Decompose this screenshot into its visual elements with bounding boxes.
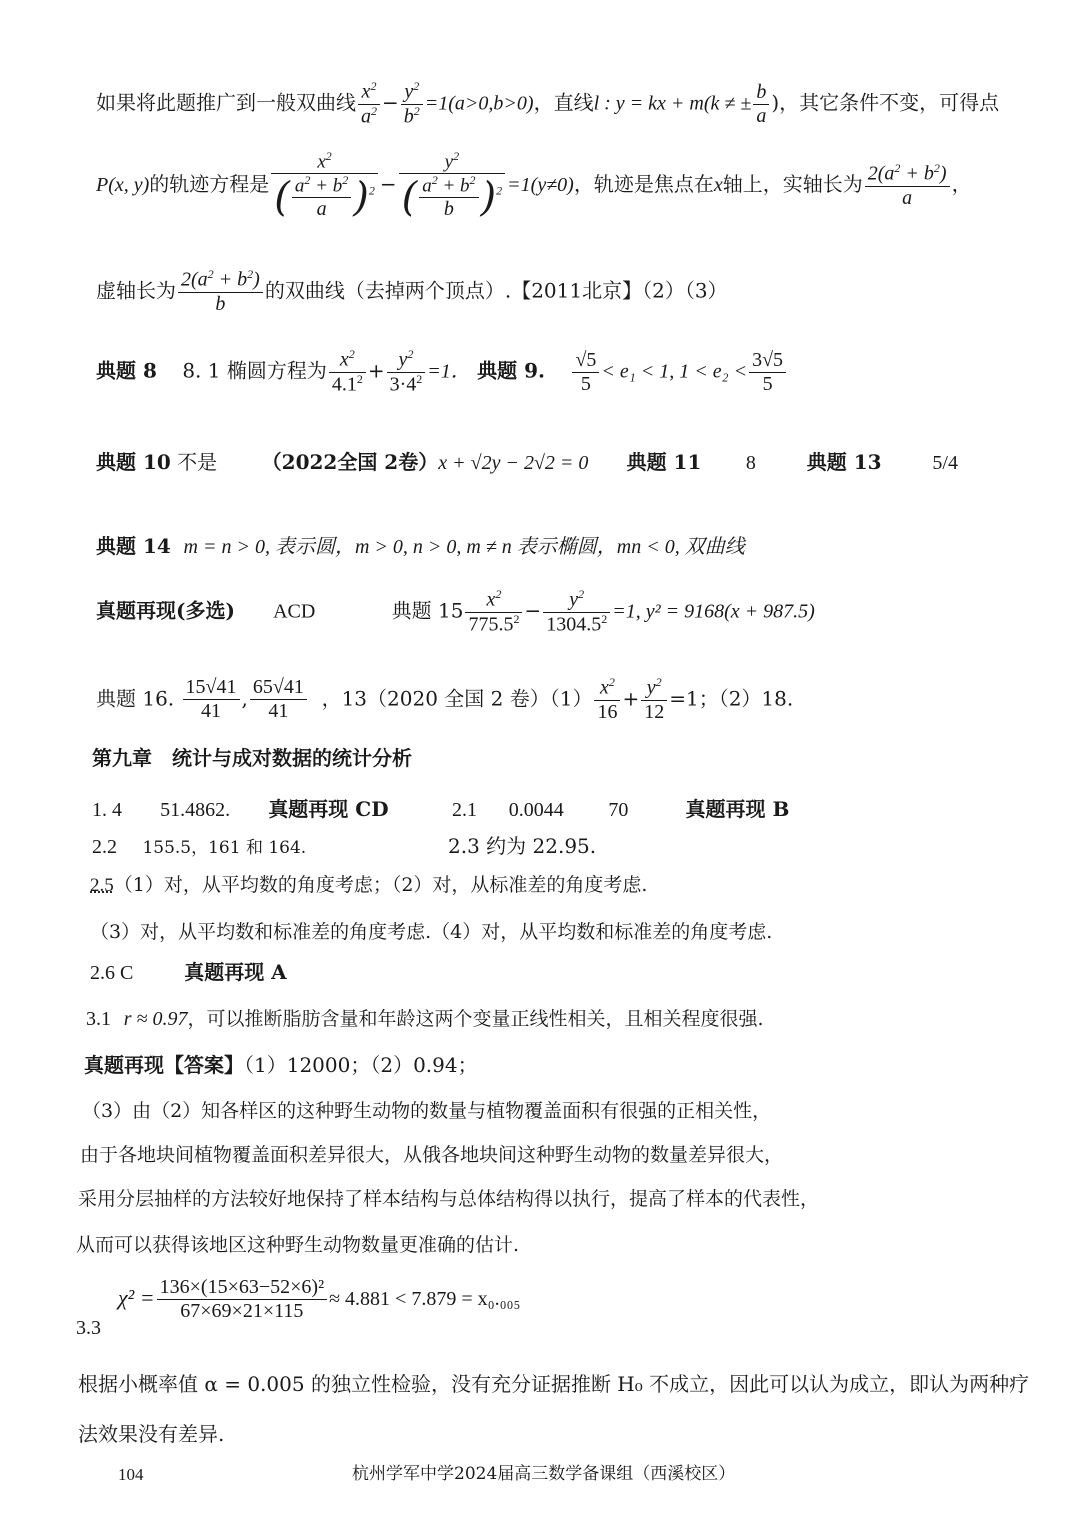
frac-real-axis: $\frac{2(a^2 + b^2)}{a}$ <box>865 162 950 210</box>
para-line-1: （3）由（2）知各样区的这种野生动物的数量与植物覆盖面积有很强的正相关性， <box>82 1100 772 1122</box>
line-stats-1b: 2.1 0.0044 70 真题再现 B <box>452 797 790 821</box>
frac-15sqrt41-41: $\frac{15√41}{41}$ <box>183 676 240 723</box>
line-chi-square: χ² = $\frac{\text{136×(15×63−52×6)²}}{67\times 69\times 21\times 115}$ ≈ 4.881 < 7.879 = x₀.₀₀₅ <box>118 1276 521 1322</box>
line-stats-2b: 2.3 约为 22.95. <box>448 834 597 858</box>
line-real-exam-answer: 真题再现【答案】（1）12000；（2）0.94； <box>84 1053 478 1077</box>
frac-y2-b2: $\frac{y^2}{b^2}$ <box>401 80 423 128</box>
frac-ellipse-y: $\frac{y^2}{3\cdot 4^2}$ <box>387 348 426 396</box>
line-2-5-part1: 2.5（1）对，从平均数的角度考虑；（2）对，从标准差的角度考虑. <box>90 874 648 896</box>
line-example-14: 典题 14 m = n > 0, 表示圆，m > 0, n > 0, m ≠ n 表示椭圆，mn < 0, 双曲线 <box>96 534 745 558</box>
line-example-16: 典题 16. $\frac{15√41}{41}$ , $\frac{65√41}{41}$ ，13（2020 全国 2 卷）（1） $\frac{x^2}{16}$ + $\frac{y^2}{12}$ =1；（2）18. <box>96 675 794 723</box>
para-conclusion-2: 法效果没有差异. <box>78 1422 225 1446</box>
frac-sqrt5-5: $\frac{√5}{5}$ <box>572 349 599 396</box>
frac-chi-square: $\frac{\text{136×(15×63−52×6)²}}{67\times 69\times 21\times 115}$ <box>157 1276 327 1323</box>
frac-ex15-x: $\frac{x^2}{775.5^2}$ <box>465 588 522 636</box>
frac-b-a: $\frac{b}{a}$ <box>753 81 769 128</box>
frac-3sqrt5-5: $\frac{3√5}{5}$ <box>749 349 786 396</box>
para-line-4: 从而可以获得该地区这种野生动物数量更准确的估计. <box>76 1234 520 1256</box>
frac-trajectory-y: $y^2$ ( $\frac{a^2 + b^2}{b}$ )$^2$ <box>399 150 506 221</box>
chapter-heading: 第九章 统计与成对数据的统计分析 <box>92 746 412 770</box>
frac-trajectory-x: $x^2$ ( $\frac{a^2 + b^2}{a}$ )$^2$ <box>271 150 378 221</box>
para-conclusion-1: 根据小概率值 α = 0.005 的独立性检验，没有充分证据推断 H₀ 不成立，因此可以认为成立，即认为两种疗 <box>78 1372 1030 1396</box>
para-line-2: 由于各地块间植物覆盖面积差异很大，从俄各地块间这种野生动物的数量差异很大， <box>80 1144 784 1166</box>
line-2-6: 2.6 C 真题再现 A <box>90 960 287 984</box>
line-example-10-11-13: 典题 10 不是 （2022全国 2卷）x + √2y − 2√2 = 0 典题 11 8 典题 13 5/4 <box>96 450 958 474</box>
line-stats-1: 1. 4 51.4862. 真题再现 CD <box>92 797 389 821</box>
frac-imag-axis: $\frac{2(a^2 + b^2)}{b}$ <box>178 268 263 316</box>
footer-text: 杭州学军中学2024届高三数学备课组（西溪校区） <box>352 1464 736 1484</box>
frac-ex16-x: $\frac{x^2}{16}$ <box>594 676 620 724</box>
line-trajectory-equation: P(x, y)的轨迹方程是 $x^2$ ( $\frac{a^2 + b^2}{a}$ )$^2$ − $y^2$ ( $\frac{a^2 + b^2}{b}$ )$^2$ =1(y≠0)，轨迹是焦点在x轴上，实轴长为 $\frac{2(a^2 + b^2)}{a}$ ， <box>96 149 972 221</box>
frac-ex15-y: $\frac{y^2}{1304.5^2}$ <box>543 588 610 636</box>
frac-65sqrt41-41: $\frac{65√41}{41}$ <box>250 676 307 723</box>
line-real-exam-example-15: 真题再现(多选) ACD 典题 15 $\frac{x^2}{775.5^2}$ − $\frac{y^2}{1304.5^2}$ =1, y² = 9168(x + 987.5) <box>96 587 815 636</box>
line-stats-2: 2.2 155.5，161 和 164. <box>92 836 307 858</box>
line-imaginary-axis: 虚轴长为 $\frac{2(a^2 + b^2)}{b}$ 的双曲线（去掉两个顶点）.【2011北京】（2）（3） <box>96 267 728 315</box>
line-example-8-9: 典题 8 8. 1 椭圆方程为 $\frac{x^2}{4.1^2}$ + $\frac{y^2}{3\cdot 4^2}$ =1． 典题 9. $\frac{√5}{5}$ < e₁ < 1, 1 < e₂ < $\frac{3√5}{5}$ <box>96 348 788 396</box>
line-3-3-number: 3.3 <box>76 1317 101 1339</box>
page-number: 104 <box>118 1465 144 1484</box>
para-line-3: 采用分层抽样的方法较好地保持了样本结构与总体结构得以执行，提高了样本的代表性， <box>78 1188 820 1210</box>
line-2-5-part2: （3）对，从平均数和标准差的角度考虑.（4）对，从平均数和标准差的角度考虑. <box>90 921 773 943</box>
frac-ex16-y: $\frac{y^2}{12}$ <box>641 676 667 724</box>
line-3-1: 3.1 r ≈ 0.97，可以推断脂肪含量和年龄这两个变量正线性相关，且相关程度很强. <box>86 1008 764 1030</box>
frac-x2-a2: $\frac{x^2}{a^2}$ <box>358 80 380 128</box>
line-hyperbola-generalization: 如果将此题推广到一般双曲线 $\frac{x^2}{a^2}$ − $\frac{y^2}{b^2}$ =1(a>0,b>0)，直线l : y = kx + m(k ≠ ± $\frac{b}{a}$ )，其它条件不变，可得点 <box>96 79 1000 128</box>
frac-ellipse-x: $\frac{x^2}{4.1^2}$ <box>329 348 366 396</box>
